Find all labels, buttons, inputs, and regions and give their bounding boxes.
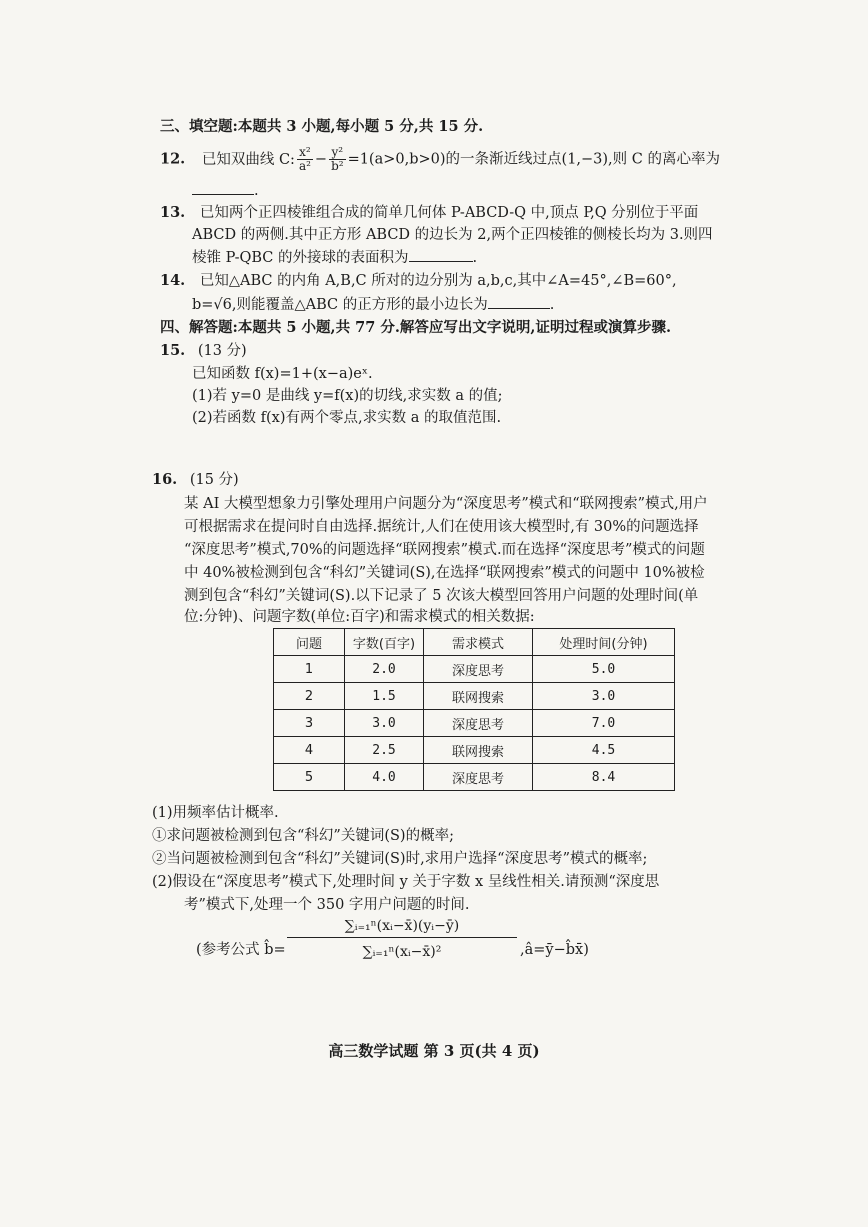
q16-number: 16. (152, 471, 178, 488)
formula-suffix: ,â=ȳ−b̂x̄) (520, 942, 589, 958)
table-cell: 联网搜索 (424, 683, 533, 710)
table-cell: 深度思考 (424, 656, 533, 683)
q16-header (152, 470, 239, 490)
table-cell: 4 (274, 737, 345, 764)
q12-frac1-den: a² (298, 159, 311, 173)
table-cell: 1.5 (345, 683, 424, 710)
q16-score: (15 分) (189, 472, 239, 488)
table-row (274, 764, 675, 791)
table-header-cell: 处理时间(分钟) (533, 629, 675, 656)
section3-heading: 三、填空题:本题共 3 小题,每小题 5 分,共 15 分. (160, 118, 484, 135)
table-cell: 深度思考 (424, 764, 533, 791)
q16-stem-line: 位:分钟)、问题字数(单位:百字)和需求模式的相关数据: (184, 609, 535, 625)
q15-header (160, 341, 247, 361)
q16-part1-sub2: ②当问题被检测到包含“科幻”关键词(S)时,求用户选择“深度思考”模式的概率; (152, 851, 648, 867)
formula-prefix: (参考公式 b̂= (196, 942, 286, 958)
q12-answer-blank[interactable] (192, 180, 254, 195)
table-cell: 2.0 (345, 656, 424, 683)
q13-line2: ABCD 的两侧.其中正方形 ABCD 的边长为 2,两个正四棱锥的侧棱长均为 3.则四 (192, 227, 713, 243)
q15-number: 15. (160, 342, 186, 359)
page-footer: 高三数学试题 第 3 页(共 4 页) (328, 1042, 540, 1060)
q14-number: 14. (160, 272, 186, 289)
q15-part2: (2)若函数 f(x)有两个零点,求实数 a 的取值范围. (192, 410, 502, 426)
formula-fraction (287, 918, 517, 960)
formula-denominator: ∑ᵢ₌₁ⁿ(xᵢ−x̄)² (362, 944, 442, 960)
q14-text1: 已知△ABC 的内角 A,B,C 所对的边分别为 a,b,c,其中∠A=45°,∠B=60°, (199, 273, 677, 289)
q12-answer-line (192, 180, 259, 201)
q16-stem-line: 中 40%被检测到包含“科幻”关键词(S),在选择“联网搜索”模式的问题中 10%被检 (184, 565, 705, 581)
table-cell: 3 (274, 710, 345, 737)
q12-frac2-den: b² (331, 159, 344, 173)
table-header-row (274, 629, 675, 656)
q12-fraction-x (297, 146, 313, 173)
table-row (274, 656, 675, 683)
q16-stem-line: 测到包含“科幻”关键词(S).以下记录了 5 次该大模型回答用户问题的处理时间(单 (184, 588, 699, 604)
q15-score: (13 分) (197, 343, 247, 359)
q16-stem-line: 可根据需求在提问时自由选择.据统计,人们在使用该大模型时,有 30%的问题选择 (184, 519, 699, 535)
q14-end: . (549, 297, 555, 313)
table-cell: 8.4 (533, 764, 675, 791)
q12-post: =1(a>0,b>0)的一条渐近线过点(1,−3),则 C 的离心率为 (347, 151, 720, 168)
q12-minus: − (314, 151, 328, 168)
q14-line1 (160, 271, 677, 291)
table-cell: 5.0 (533, 656, 675, 683)
q16-data-table (273, 628, 675, 791)
q16-part2-line1: (2)假设在“深度思考”模式下,处理时间 y 关于字数 x 呈线性相关.请预测“深度思 (152, 874, 660, 890)
q16-part1-title: (1)用频率估计概率. (152, 805, 279, 821)
q14-line2 (192, 294, 554, 315)
q14-answer-blank[interactable] (488, 294, 550, 309)
table-cell: 3.0 (533, 683, 675, 710)
q16-part2-line2: 考”模式下,处理一个 350 字用户问题的时间. (184, 897, 470, 913)
table-header-cell: 字数(百字) (345, 629, 424, 656)
q13-end: . (472, 250, 478, 266)
table-cell: 5 (274, 764, 345, 791)
section4-heading: 四、解答题:本题共 5 小题,共 77 分.解答应写出文字说明,证明过程或演算步骤. (160, 319, 672, 336)
table-cell: 3.0 (345, 710, 424, 737)
q13-line3 (192, 247, 477, 268)
q13-line1 (160, 203, 698, 223)
table-cell: 2.5 (345, 737, 424, 764)
q12-end: . (254, 183, 259, 199)
q13-number: 13. (160, 204, 186, 221)
table-cell: 7.0 (533, 710, 675, 737)
q12-number: 12. (160, 150, 186, 168)
q13-answer-blank[interactable] (409, 247, 473, 262)
q12-pre: 已知双曲线 C: (201, 151, 295, 168)
table-row (274, 710, 675, 737)
table-row (274, 683, 675, 710)
table-cell: 1 (274, 656, 345, 683)
table-cell: 4.0 (345, 764, 424, 791)
q12-fraction-y (329, 146, 346, 173)
q16-part1-sub1: ①求问题被检测到包含“科幻”关键词(S)的概率; (152, 828, 454, 844)
table-header-cell: 问题 (274, 629, 345, 656)
table-cell: 4.5 (533, 737, 675, 764)
q16-stem-line: “深度思考”模式,70%的问题选择“联网搜索”模式.而在选择“深度思考”模式的问题 (184, 542, 705, 558)
q12-frac2-num: y² (329, 146, 346, 160)
q13-text1: 已知两个正四棱锥组合成的简单几何体 P-ABCD-Q 中,顶点 P,Q 分别位于平面 (199, 205, 699, 221)
table-cell: 联网搜索 (424, 737, 533, 764)
q13-text3: 棱锥 P-QBC 的外接球的表面积为 (192, 250, 409, 266)
table-row (274, 737, 675, 764)
q15-part1: (1)若 y=0 是曲线 y=f(x)的切线,求实数 a 的值; (192, 388, 503, 404)
formula-numerator: ∑ᵢ₌₁ⁿ(xᵢ−x̄)(yᵢ−ȳ) (287, 918, 517, 938)
question-12 (160, 146, 720, 173)
table-cell: 深度思考 (424, 710, 533, 737)
table-header-cell: 需求模式 (424, 629, 533, 656)
q12-frac1-num: x² (297, 146, 313, 160)
q14-text2: b=√6,则能覆盖△ABC 的正方形的最小边长为 (192, 297, 488, 313)
q16-stem-line: 某 AI 大模型想象力引擎处理用户问题分为“深度思考”模式和“联网搜索”模式,用户 (184, 496, 708, 512)
q15-stem: 已知函数 f(x)=1+(x−a)eˣ. (192, 366, 373, 382)
table-cell: 2 (274, 683, 345, 710)
